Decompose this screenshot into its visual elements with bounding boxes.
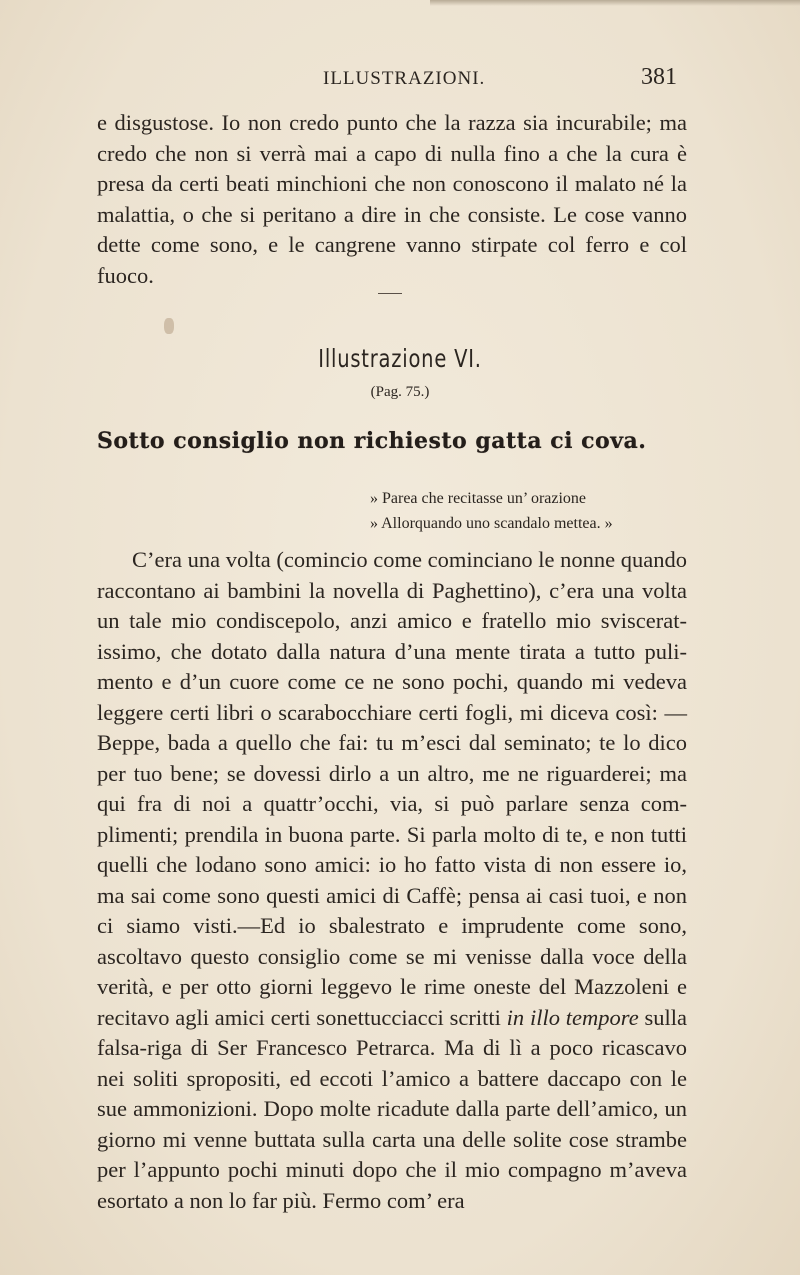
paragraph-2-part-2: sulla falsa-riga di Ser Francesco Petrarca. Ma di lì a poco ricascavo nei soliti spropositi, ed eccoti l’amico a battere daccapo con le sue ammonizioni. Dopo molte ricadute dalla parte dell’amico, un giorno mi venne buttata sulla carta una delle solite cose strambe per l’appunto pochi minuti dopo che il mio compagno m’aveva esortato a non lo far più. Fermo com’ era [97, 1004, 688, 1213]
paragraph-1: e disgustose. Io non credo punto che la razza sia incurabile; ma credo che non si verrà mai a capo di nulla fino a che la cura è presa da certi beati minchioni che non conoscono il malato né la malattia, o che si peritano a dire in che consiste. Le cose vanno dette come sono, e le cangrene vanno stirpate col ferro e col fuoco. [97, 110, 687, 288]
paragraph-2-part-1: C’era una volta (comincio come cominciano le nonne quando raccontano ai bambini la novella di Paghettino), c’era una volta un tale mio condiscepolo, anzi amico e fratello mio svisceratissimo, che dotato dalla natura d’una mente tirata a tutto pulimento e d’un cuore come ce ne sono pochi, quando mi vedeva leggere certi libri o scarabocchiare certi fogli, mi diceva così: —Beppe, bada a quello che fai: tu m’esci dal seminato; te lo dico per tuo bene; se dovessi dirlo a un altro, me ne riguarderei; ma qui fra di noi a quattr’occhi, via, si può parlare senza complimenti; prendila in buona parte. Si parla molto di te, e non tutti quelli che lodano sono amici: io ho fatto vista di non essere io, ma sai come sono questi amici di Caffè; pensa ai casi tuoi, e non ci siamo visti.—Ed io sbalestrato e imprudente come sono, ascoltavo questo consiglio come se mi venisse dalla voce della verità, e per otto giorni leggevo le rime oneste del Mazzoleni e recitavo agli amici certi sonettucciacci scritti [97, 547, 687, 1030]
section-title: Illustrazione VI. [318, 344, 482, 373]
epigraph-line-2: » Allorquando uno scandalo mettea. » [370, 515, 613, 532]
epigraph-line-1: » Parea che recitasse un’ orazione [370, 490, 587, 507]
section-motto: Sotto consiglio non richiesto gatta ci cova. [97, 428, 647, 454]
page-top-shadow [430, 0, 800, 6]
paper-stain [164, 318, 174, 334]
paragraph-2-italic: in illo tempore [506, 1004, 639, 1030]
section-page-reference: (Pag. 75.) [370, 384, 430, 400]
paragraph-2 [97, 545, 687, 1216]
page-number: 381 [641, 64, 677, 90]
section-separator [378, 293, 402, 294]
running-title: ILLUSTRAZIONI. [323, 68, 486, 89]
page-header [0, 64, 800, 94]
epigraph [370, 486, 700, 536]
